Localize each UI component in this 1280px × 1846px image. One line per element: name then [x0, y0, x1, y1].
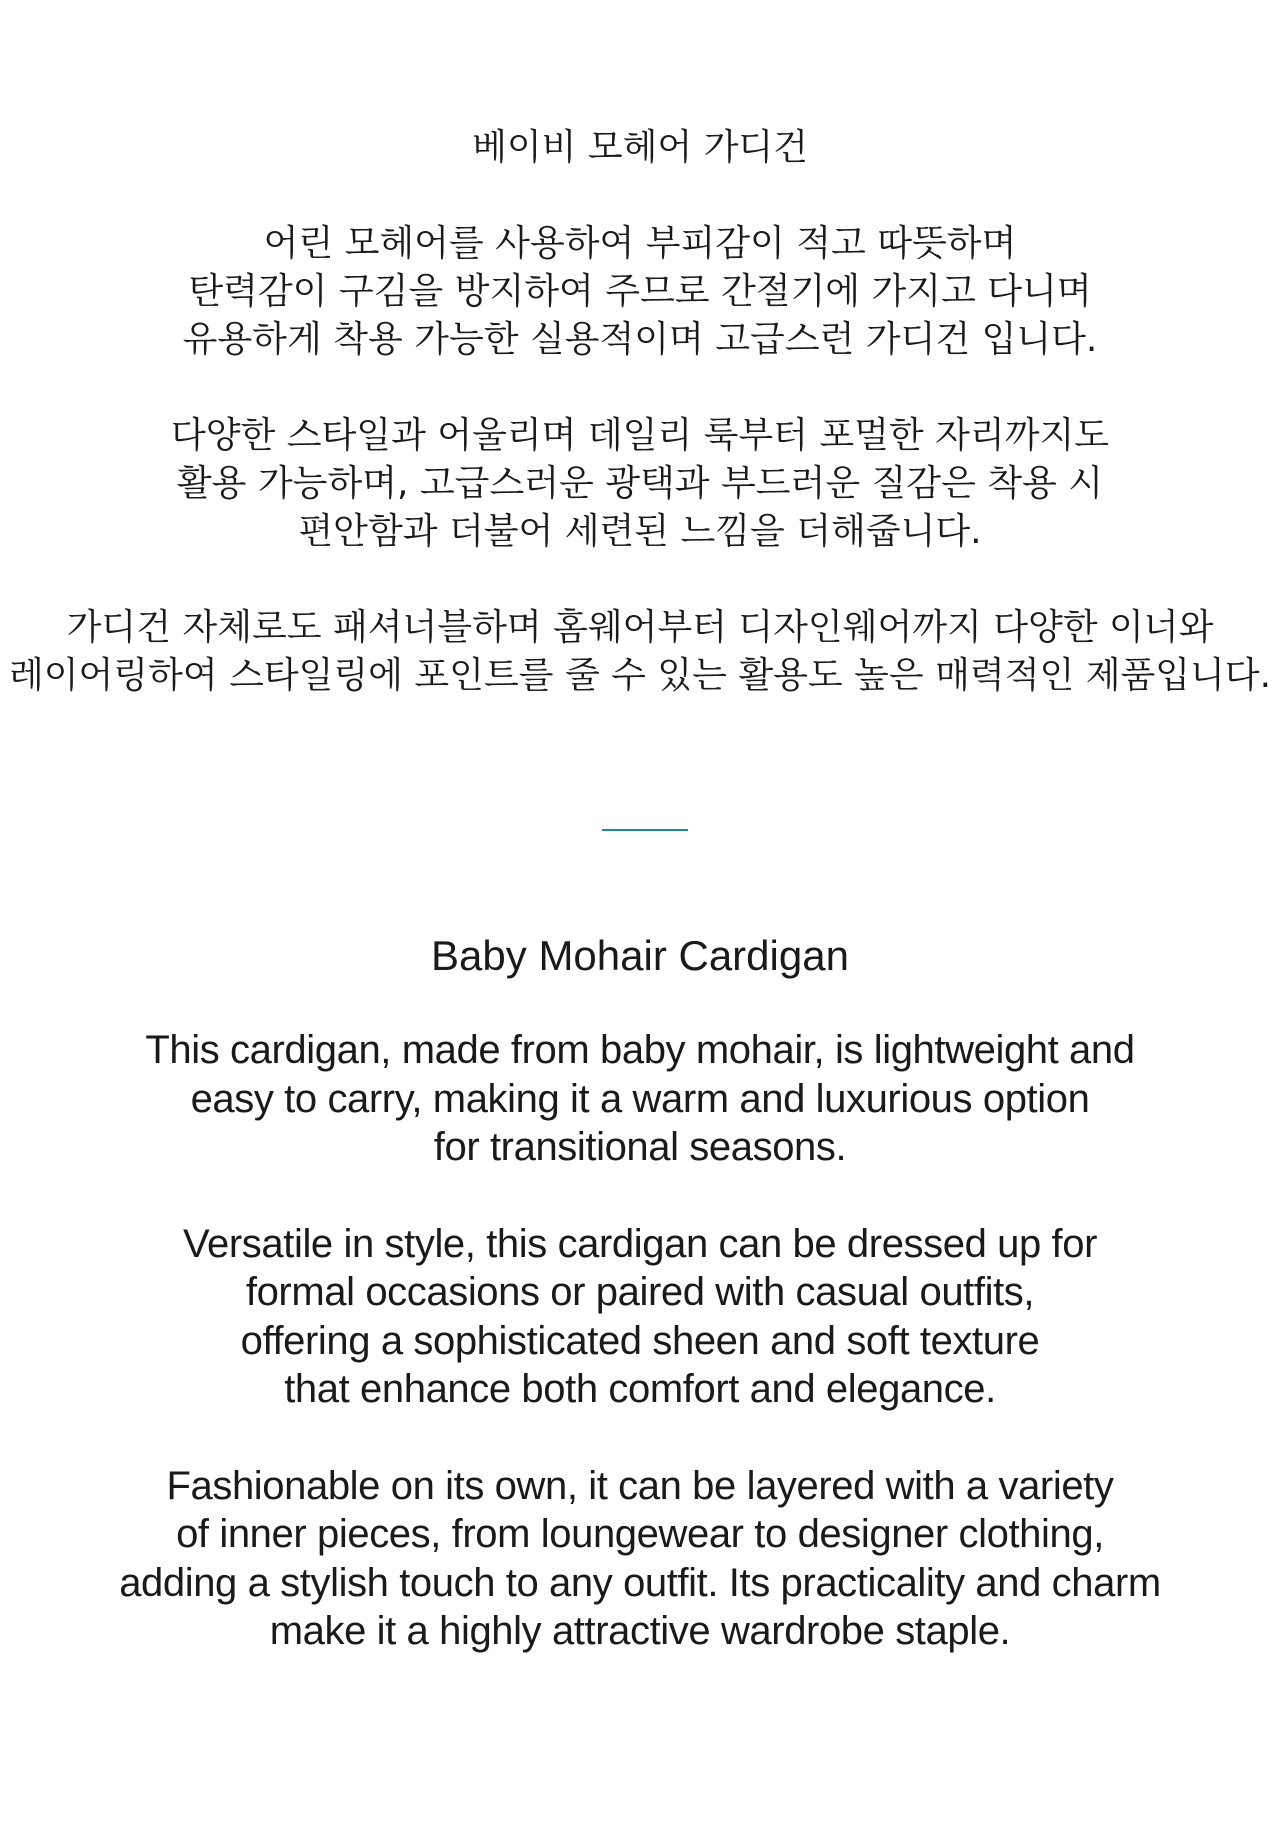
english-text-line: that enhance both comfort and elegance. — [284, 1367, 996, 1411]
english-text-line: for transitional seasons. — [433, 1125, 847, 1169]
korean-description — [0, 220, 1280, 748]
korean-text-line: 레이어링하여 스타일링에 포인트를 줄 수 있는 활용도 높은 매력적인 제품입니다. — [8, 655, 1272, 696]
english-text-line: make it a highly attractive wardrobe staple. — [269, 1609, 1011, 1653]
section-divider — [602, 829, 688, 831]
korean-paragraph — [0, 412, 1280, 556]
korean-text-line: 탄력감이 구김을 방지하여 주므로 간절기에 가지고 다니며 — [188, 271, 1092, 312]
korean-title: 베이비 모헤어 가디건 — [472, 127, 808, 168]
korean-text-line: 어린 모헤어를 사용하여 부피감이 적고 따뜻하며 — [263, 223, 1017, 264]
english-text-line: formal occasions or paired with casual outfits, — [245, 1270, 1035, 1314]
korean-text-line: 유용하게 착용 가능한 실용적이며 고급스런 가디건 입니다. — [182, 319, 1098, 360]
english-text-line: Fashionable on its own, it can be layered with a variety — [166, 1463, 1114, 1508]
english-paragraph — [0, 1026, 1280, 1172]
english-text-line: This cardigan, made from baby mohair, is lightweight and — [145, 1028, 1135, 1072]
english-text-line: easy to carry, making it a warm and luxurious option — [190, 1076, 1090, 1121]
korean-paragraph — [0, 604, 1280, 700]
korean-text-line: 편안함과 더불어 세련된 느낌을 더해줍니다. — [298, 511, 982, 552]
english-paragraph — [0, 1220, 1280, 1414]
korean-text-line: 활용 가능하며, 고급스러운 광택과 부드러운 질감은 착용 시 — [176, 463, 1104, 504]
korean-text-line: 다양한 스타일과 어울리며 데일리 룩부터 포멀한 자리까지도 — [170, 415, 1110, 456]
korean-text-line: 가디건 자체로도 패셔너블하며 홈웨어부터 디자인웨어까지 다양한 이너와 — [66, 607, 1214, 648]
english-text-line: offering a sophisticated sheen and soft texture — [240, 1318, 1040, 1363]
english-text-line: adding a stylish touch to any outfit. Its practicality and charm — [119, 1560, 1161, 1605]
english-description — [0, 1026, 1280, 1704]
english-text-line: of inner pieces, from loungewear to designer clothing, — [176, 1512, 1104, 1556]
english-paragraph — [0, 1462, 1280, 1656]
english-title: Baby Mohair Cardigan — [431, 932, 849, 979]
korean-paragraph — [0, 220, 1280, 364]
english-text-line: Versatile in style, this cardigan can be dressed up for — [182, 1221, 1098, 1266]
